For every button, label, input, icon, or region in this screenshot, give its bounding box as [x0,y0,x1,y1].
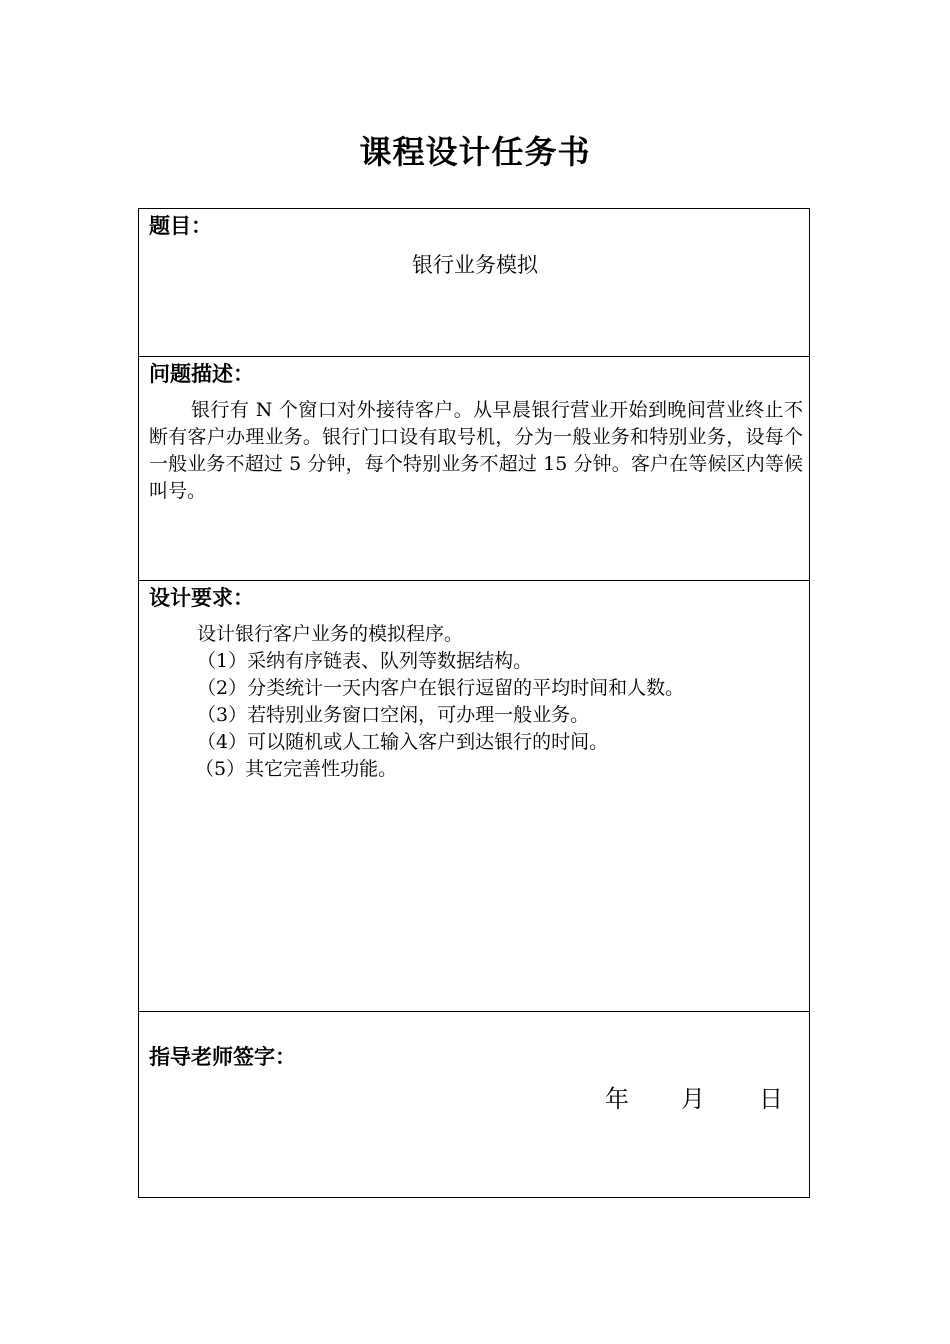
signature-label: 指导老师签字： [149,1045,296,1069]
date-day-label: 日 [759,1085,783,1113]
problem-section [139,357,809,581]
topic-section [139,209,809,357]
problem-label: 问题描述： [149,362,254,386]
date-month-label: 月 [681,1085,705,1113]
design-requirements [197,621,797,783]
design-requirement-3: （3）若特别业务窗口空闲，可办理一般业务。 [197,704,590,726]
document-title: 课程设计任务书 [359,133,591,171]
design-intro: 设计银行客户业务的模拟程序。 [197,623,464,645]
topic-label: 题目： [149,214,212,238]
signature-section [139,1012,809,1197]
design-requirement-1: （1）采纳有序链表、队列等数据结构。 [197,650,533,672]
design-label: 设计要求： [149,586,254,610]
design-requirement-5: （5）其它完善性功能。 [195,758,398,780]
design-requirement-4: （4）可以随机或人工输入客户到达银行的时间。 [197,731,609,753]
task-table [138,208,810,1198]
topic-value: 银行业务模拟 [412,253,538,277]
design-requirement-2: （2）分类统计一天内客户在银行逗留的平均时间和人数。 [197,677,685,699]
design-section [139,581,809,1012]
date-year-label: 年 [605,1085,629,1113]
problem-description: 银行有 N 个窗口对外接待客户。从早晨银行营业开始到晚间营业终止不断有客户办理业务。银行门口设有取号机，分为一般业务和特别业务，设每个一般业务不超过 5 分钟，每个特别业务不超过 15 分钟。客户在等候区内等候叫号。 [149,399,803,502]
